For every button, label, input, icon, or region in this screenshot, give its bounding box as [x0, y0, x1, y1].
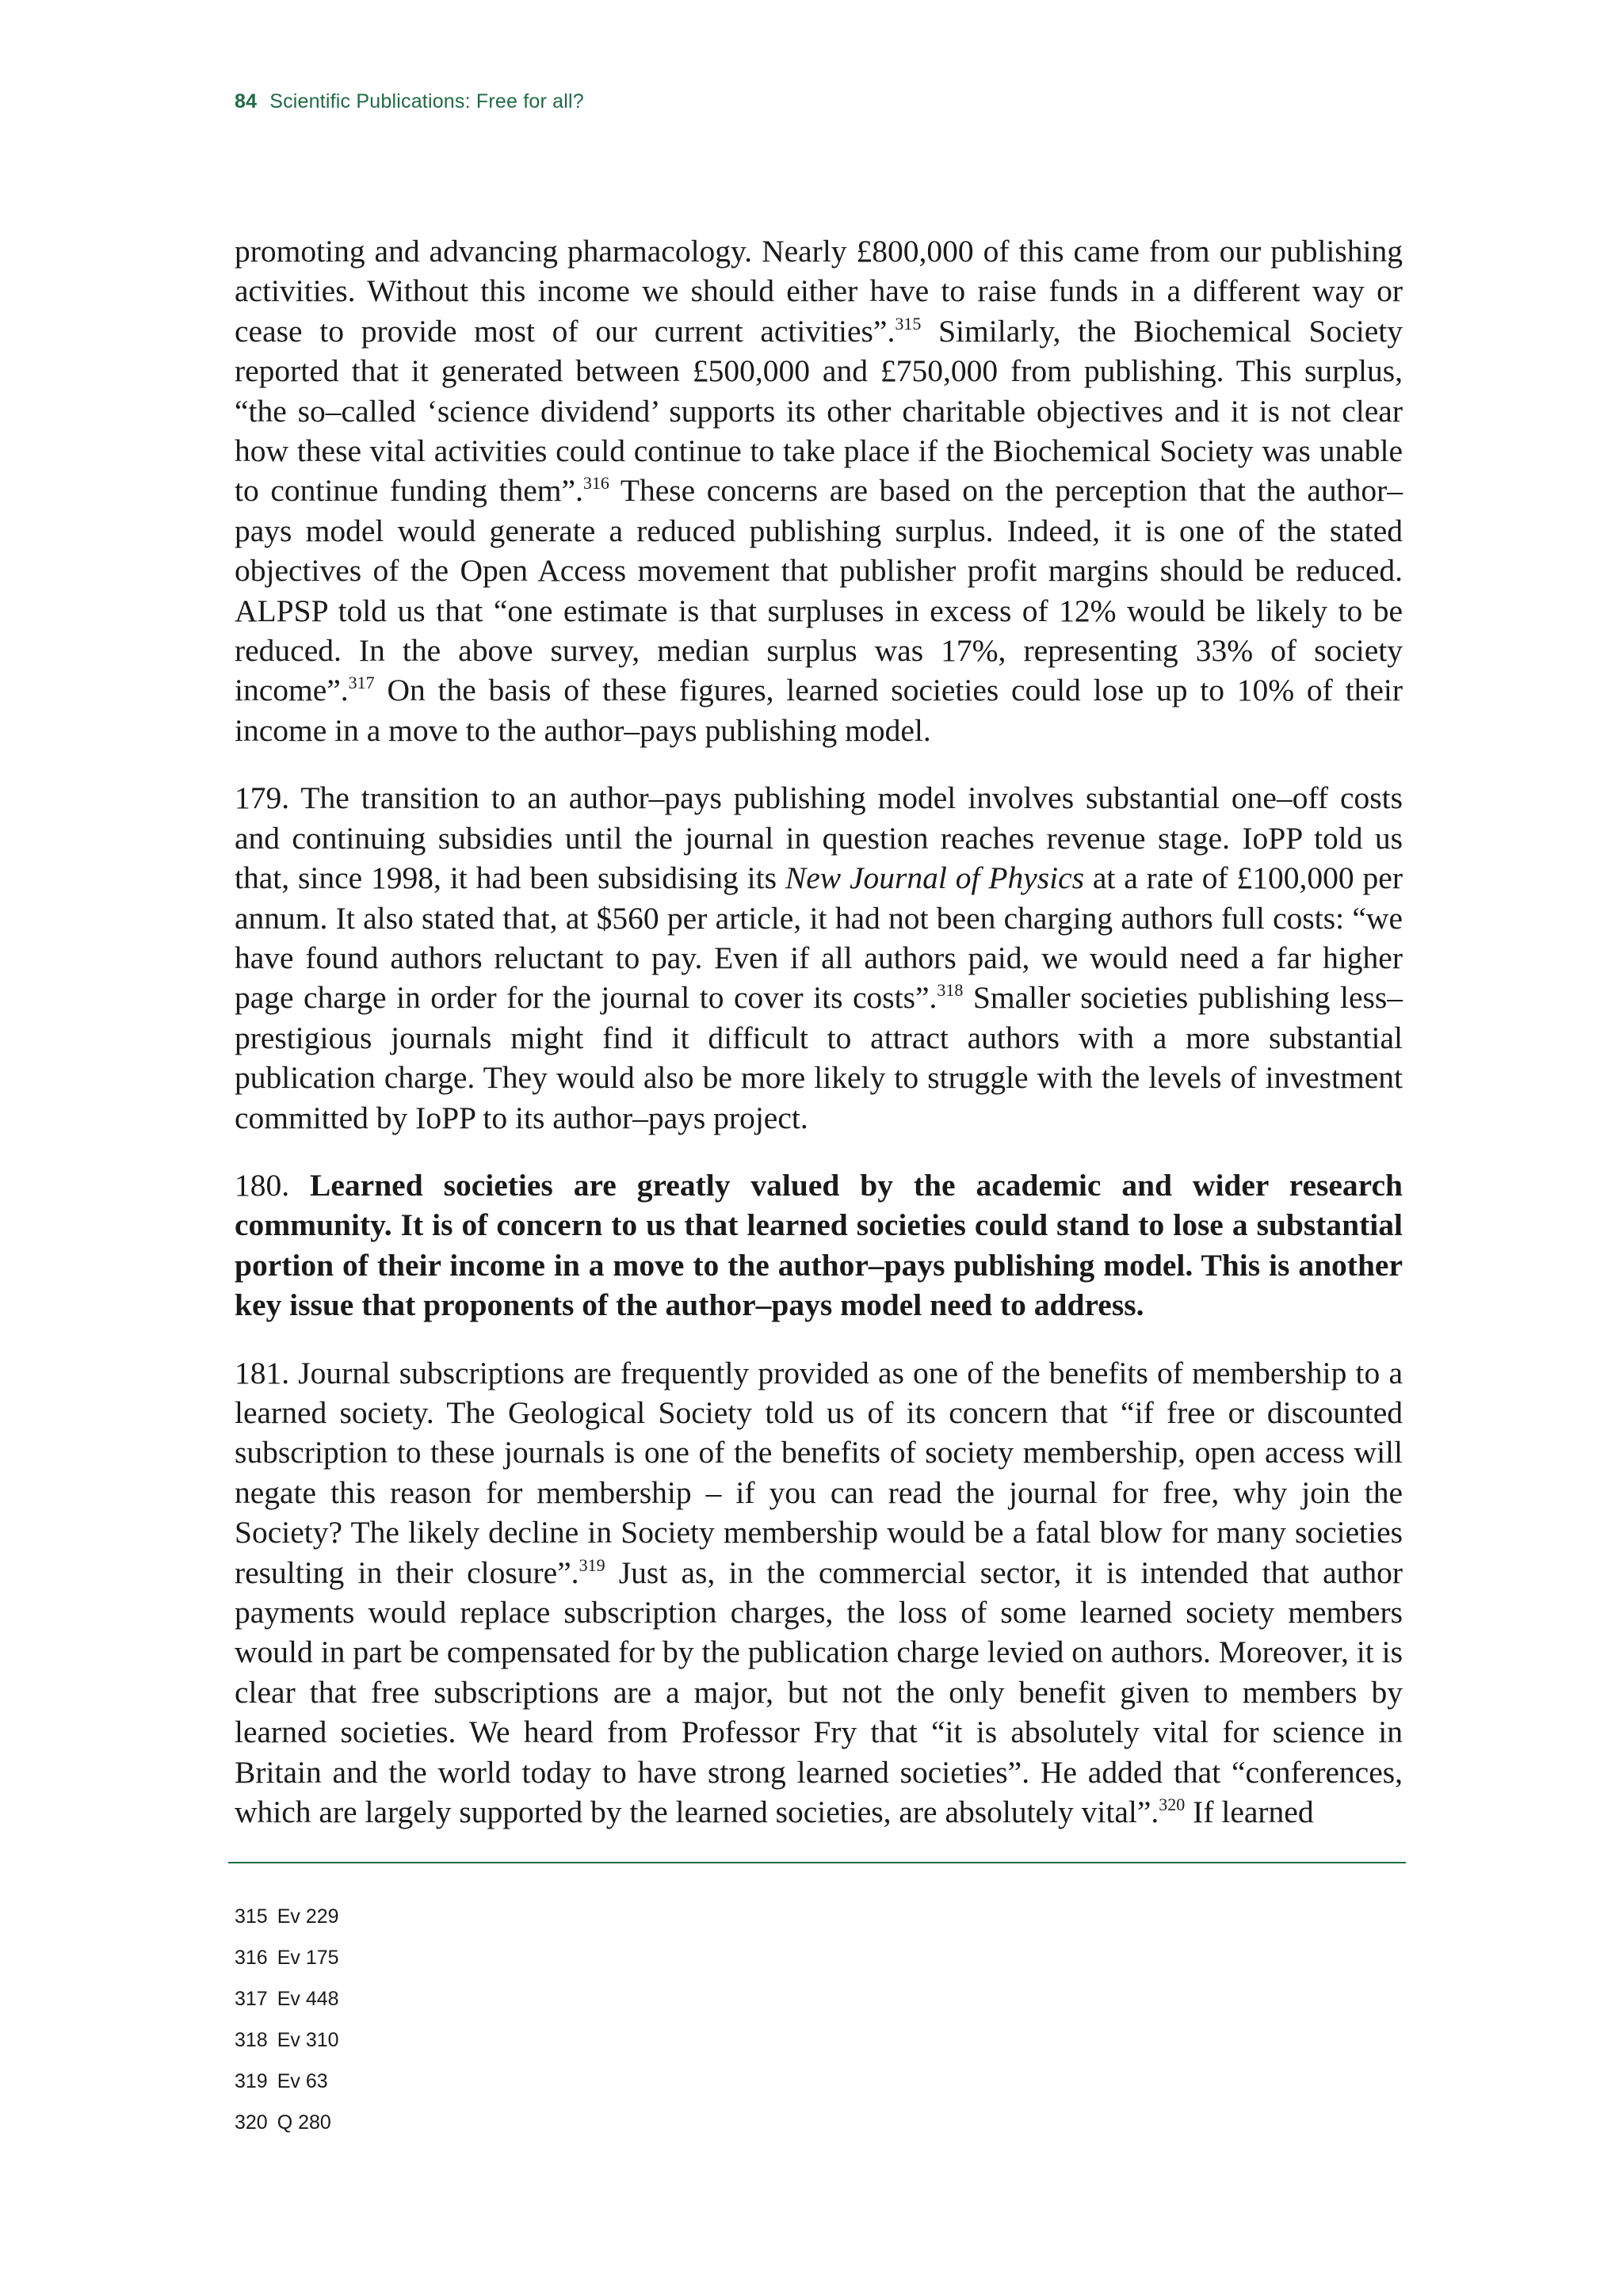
text-run: 179. The transition to an author–pays publishing model involves substantial one–off costs and continuing subsidies until the journal in question reaches revenue stage. IoPP told us that, since 1998, it had been subsidising its: [235, 780, 1403, 896]
running-title: Scientific Publications: Free for all?: [269, 90, 584, 113]
text-run: promoting and advancing pharmacology. Nearly £800,000 of this came from our publishing activities. Without this income we should either have to raise funds in a different way or cease to provide most of our current activities”.: [235, 234, 1403, 349]
footnote: [235, 1944, 339, 1985]
paragraph-181: [235, 1353, 1403, 1833]
footnote-text: Ev 448: [277, 1988, 339, 2010]
footnote: [235, 2027, 339, 2068]
footnote-ref[interactable]: 318: [937, 980, 964, 1001]
footnote-ref[interactable]: 315: [895, 313, 922, 334]
paragraph-179: [235, 778, 1403, 1138]
footnote-ref[interactable]: 317: [348, 673, 375, 693]
conclusion-text: Learned societies are greatly valued by the academic and wider research community. It is of concern to us that learned societies could stand to lose a substantial portion of their income in a move to the author–pays publishing model. This is another key issue that proponents of the author–pays model need to address.: [235, 1167, 1403, 1323]
footnote-text: Ev 229: [277, 1905, 339, 1928]
footnote-text: Q 280: [277, 2111, 331, 2134]
body-text: [235, 231, 1403, 1859]
footnote-number: 319: [235, 2070, 268, 2092]
footnote: [235, 2109, 339, 2150]
paragraph-number: 180.: [235, 1167, 311, 1203]
footnote: [235, 2068, 339, 2109]
journal-title: New Journal of Physics: [785, 860, 1084, 896]
footnote-number: 318: [235, 2029, 268, 2051]
footnote-number: 320: [235, 2111, 268, 2134]
footnote-ref[interactable]: 319: [579, 1554, 605, 1575]
footnote: [235, 1985, 339, 2027]
footnote-ref[interactable]: 320: [1159, 1794, 1186, 1815]
text-run: On the basis of these figures, learned societies could lose up to 10% of their income in a move to the author–pays publishing model.: [235, 673, 1403, 748]
footnote-text: Ev 63: [277, 2070, 328, 2092]
footnote-divider: [228, 1862, 1406, 1863]
text-run: at a rate of £100,000 per annum. It also stated that, at $560 per article, it had not been charging authors full costs: “we have found authors reluctant to pay. Even if all authors paid, we would need a far higher page charge in order for the journal to cover its costs”.: [235, 860, 1403, 1016]
text-run: These concerns are based on the perception that the author–pays model would generate a reduced publishing surplus. Indeed, it is one of the stated objectives of the Open Access movement that publisher profit margins should be reduced. ALPSP told us that “one estimate is that surpluses in excess of 12% would be likely to be reduced. In the above survey, median surplus was 17%, representing 33% of society income”.: [235, 473, 1403, 708]
text-run: Just as, in the commercial sector, it is intended that author payments would replace subscription charges, the loss of some learned society members would in part be compensated for by the publication charge levied on authors. Moreover, it is clear that free subscriptions are a major, but not the only benefit given to members by learned societies. We heard from Professor Fry that “it is absolutely vital for science in Britain and the world today to have strong learned societies”. He added that “conferences, which are largely supported by the learned societies, are absolutely vital”.: [235, 1554, 1403, 1830]
text-run: 181. Journal subscriptions are frequently provided as one of the benefits of membership to a learned society. The Geological Society told us of its concern that “if free or discounted subscription to these journals is one of the benefits of society membership, open access will negate this reason for membership – if you can read the journal for free, why join the Society? The likely decline in Society membership would be a fatal blow for many societies resulting in their closure”.: [235, 1355, 1403, 1590]
text-run: Smaller societies publishing less–prestigious journals might find it difficult to attract authors with a more substantial publication charge. They would also be more likely to struggle with the levels of investment committed by IoPP to its author–pays project.: [235, 980, 1403, 1135]
text-run: If learned: [1185, 1794, 1314, 1830]
footnote: [235, 1903, 339, 1944]
footnotes-list: [235, 1903, 339, 2150]
page-number: 84: [235, 90, 258, 113]
paragraph-continuation: [235, 231, 1403, 750]
footnote-number: 316: [235, 1947, 268, 1969]
footnote-text: Ev 175: [277, 1947, 339, 1969]
footnote-number: 315: [235, 1905, 268, 1928]
footnote-ref[interactable]: 316: [582, 473, 609, 494]
footnote-number: 317: [235, 1988, 268, 2010]
text-run: Similarly, the Biochemical Society reported that it generated between £500,000 and £750,000 from publishing. This surplus, “the so–called ‘science dividend’ supports its other charitable objectives and it is not clear how these vital activities could continue to take place if the Biochemical Society was unable to continue funding them”.: [235, 313, 1403, 509]
running-header: [235, 90, 584, 113]
paragraph-180: [235, 1165, 1403, 1325]
footnote-text: Ev 310: [277, 2029, 339, 2051]
